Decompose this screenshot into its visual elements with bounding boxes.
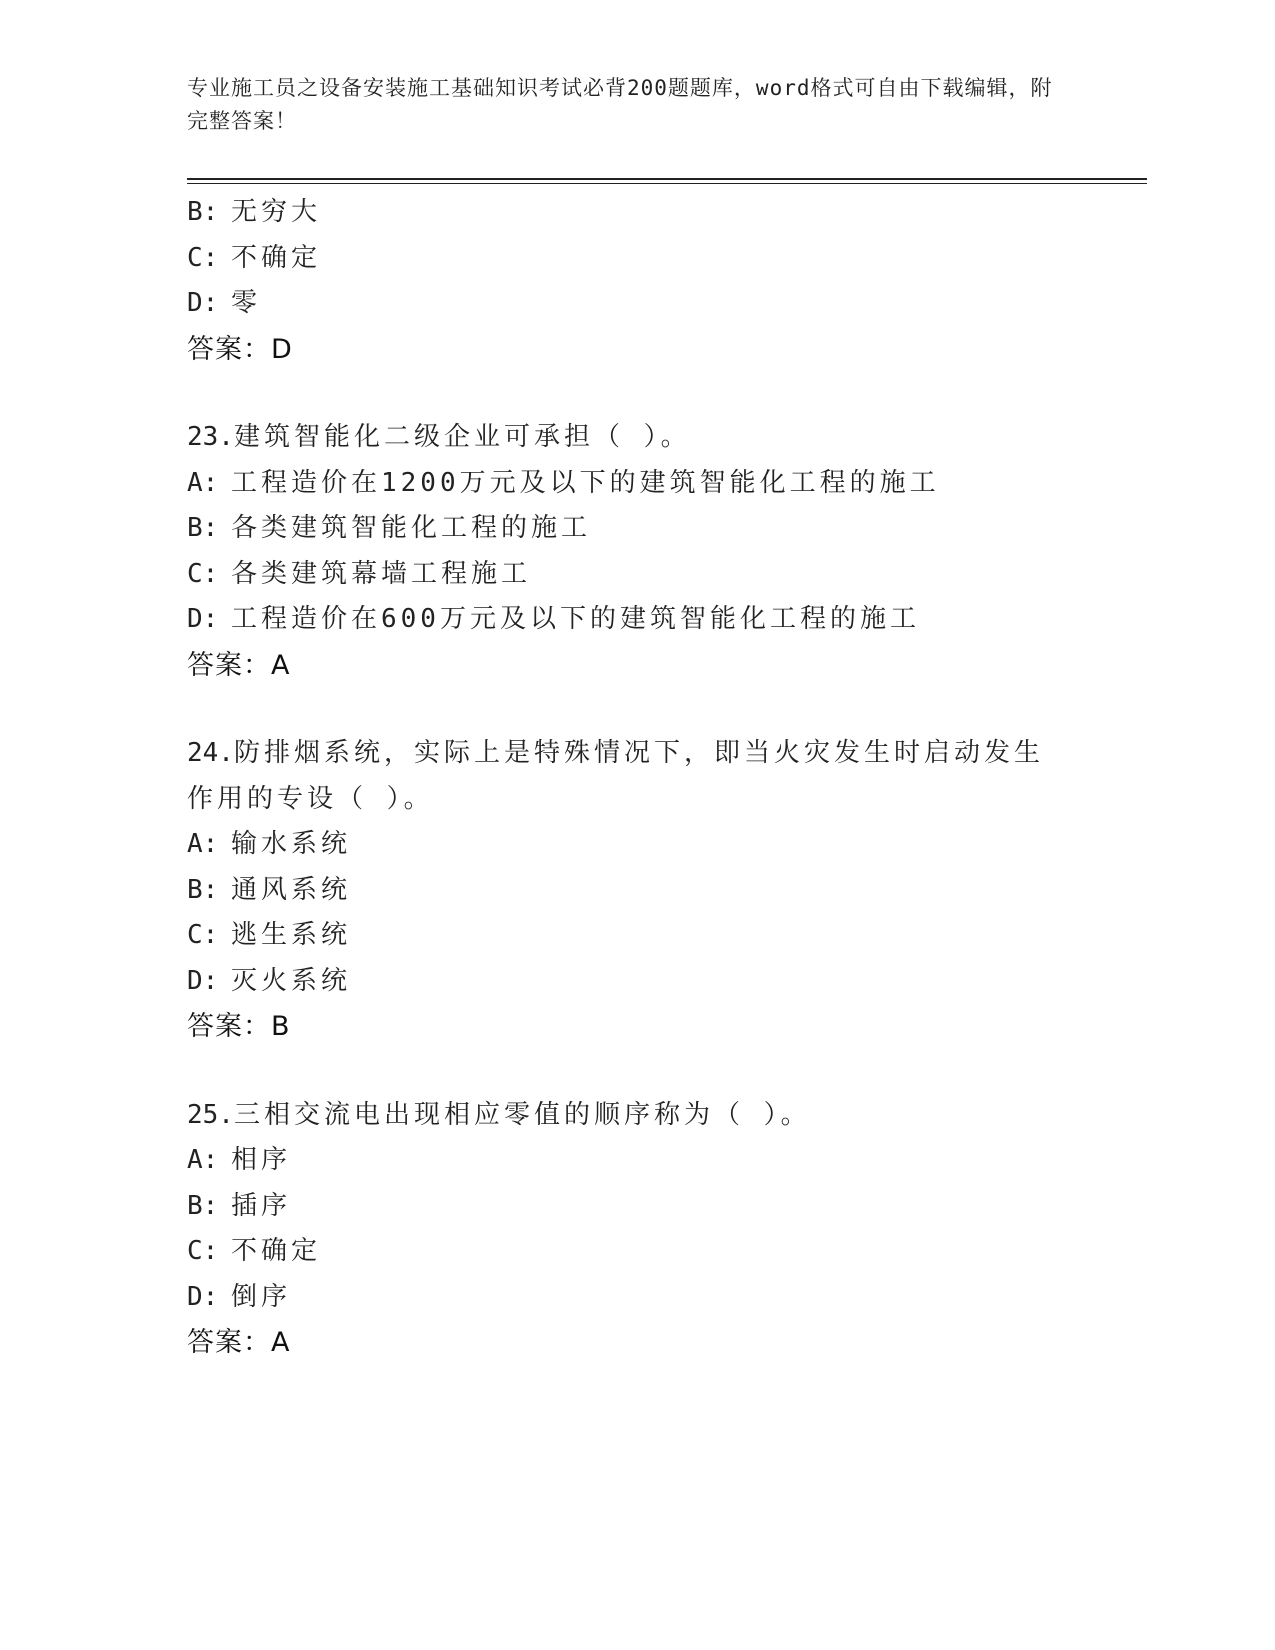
option-letter: A: (187, 829, 219, 859)
answer-line: 答案：A (187, 1327, 291, 1358)
option-letter: C: (187, 558, 219, 589)
option-text: 无穷大 (231, 197, 322, 227)
question-stem: 建筑智能化二级企业可承担（ ）。 (233, 422, 691, 452)
question-stem: 三相交流电出现相应零值的顺序称为（ ）。 (233, 1099, 811, 1130)
option-text: 输水系统 (231, 829, 352, 859)
spacer (187, 688, 1087, 731)
question-text (187, 1093, 1087, 1139)
option-item (187, 868, 1087, 914)
question-text (187, 415, 1087, 461)
question-block (187, 415, 1087, 688)
option-text: 倒序 (231, 1281, 292, 1312)
document-title: 专业施工员之设备安装施工基础知识考试必背200题题库，word格式可自由下载编辑，附完整答案！ (187, 76, 1053, 133)
question-block (187, 190, 1087, 372)
spacer (187, 1050, 1087, 1093)
spacer (187, 372, 1087, 415)
question-number: 25. (187, 1099, 234, 1130)
option-letter: D: (187, 1281, 219, 1312)
option-item (187, 913, 1087, 959)
option-text: 工程造价在600万元及以下的建筑智能化工程的施工 (231, 604, 920, 634)
option-letter: B: (187, 513, 219, 543)
option-text: 各类建筑幕墙工程施工 (231, 558, 532, 589)
option-letter: A: (187, 467, 219, 498)
question-list (187, 190, 1087, 1366)
answer-line: 答案：B (187, 1011, 291, 1042)
question-number: 24. (187, 738, 234, 768)
question-number: 23. (187, 422, 234, 452)
option-item (187, 281, 1087, 327)
option-text: 工程造价在1200万元及以下的建筑智能化工程的施工 (231, 467, 940, 498)
question-block (187, 731, 1087, 1050)
option-letter: C: (187, 1236, 219, 1266)
option-item (187, 506, 1087, 552)
option-text: 相序 (231, 1145, 292, 1175)
question-stem: 防排烟系统，实际上是特殊情况下，即当火灾发生时启动发生作用的专设（ ）。 (187, 738, 1044, 814)
header-divider-thin (187, 183, 1147, 184)
option-text: 通风系统 (231, 874, 352, 905)
option-item (187, 959, 1087, 1005)
option-item (187, 822, 1087, 868)
option-letter: D: (187, 604, 219, 634)
question-text (187, 731, 1067, 822)
option-letter: A: (187, 1145, 219, 1175)
option-text: 零 (231, 288, 262, 318)
option-item (187, 1184, 1087, 1230)
option-letter: D: (187, 288, 219, 318)
option-text: 插序 (231, 1190, 292, 1221)
document-header (187, 72, 1067, 138)
header-divider-thick (187, 178, 1147, 180)
option-item (187, 236, 1087, 282)
option-text: 各类建筑智能化工程的施工 (231, 513, 592, 543)
option-item (187, 1275, 1087, 1321)
option-text: 不确定 (231, 1236, 322, 1266)
option-item (187, 597, 1087, 643)
option-letter: B: (187, 874, 219, 905)
option-letter: C: (187, 920, 219, 950)
option-item (187, 552, 1087, 598)
answer-line: 答案：D (187, 333, 293, 365)
option-item (187, 461, 1087, 507)
option-letter: D: (187, 965, 219, 996)
question-block (187, 1093, 1087, 1366)
option-letter: C: (187, 242, 219, 273)
option-item (187, 190, 1087, 236)
option-text: 灭火系统 (231, 965, 352, 996)
option-item (187, 1229, 1087, 1275)
option-letter: B: (187, 1190, 219, 1221)
option-text: 不确定 (231, 242, 322, 273)
option-item (187, 1138, 1087, 1184)
option-text: 逃生系统 (231, 920, 352, 950)
answer-line: 答案：A (187, 649, 291, 681)
option-letter: B: (187, 197, 219, 227)
